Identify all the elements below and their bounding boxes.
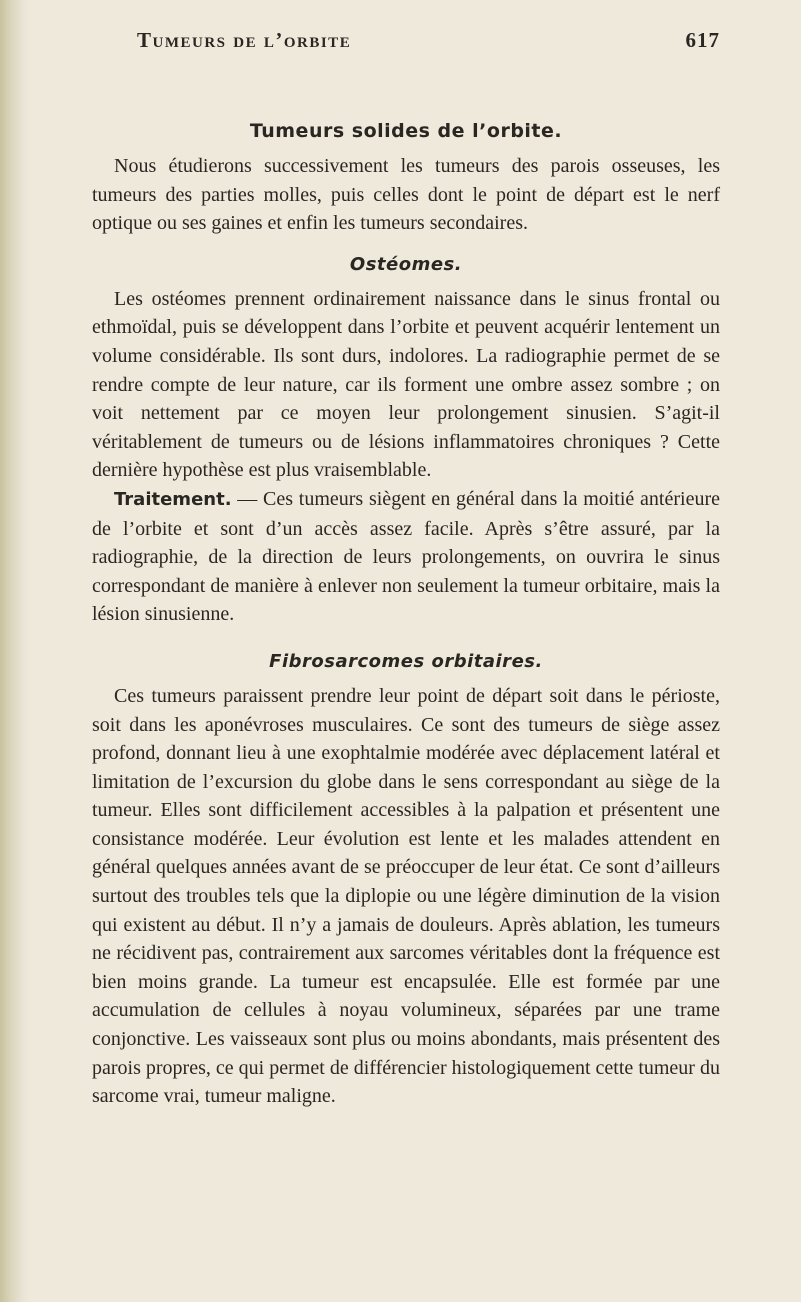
- book-page: [92, 28, 720, 1111]
- intro-paragraph: Nous étudierons successivement les tumeurs des parois osseuses, les tumeurs des parties molles, puis celles dont le point de départ est le nerf optique ou ses gaines et enfin les tumeurs secondaires.: [92, 155, 720, 235]
- page-binding-edge: [0, 0, 30, 1302]
- treatment-paragraph: [92, 485, 720, 629]
- osteomes-heading: Ostéomes.: [349, 253, 463, 275]
- treatment-label: Traitement.: [114, 488, 232, 510]
- fibrosarcomes-paragraph: Ces tumeurs paraissent prendre leur point de départ soit dans le périoste, soit dans les aponévroses musculaires. Ce sont des tumeurs de siège assez profond, donnant lieu à une exophtalmie modérée avec déplacement latéral et limitation de l’excursion du globe dans le sens correspondant au siège de la tumeur. Elles sont difficilement accessibles à la palpation et présentent une consistance modérée. Leur évolution est lente et les malades attendent en général quelques années avant de se préoccuper de leur état. Ce sont d’ailleurs surtout des troubles tels que la diplopie ou une légère diminution de la vision qui existent au début. Il n’y a jamais de douleurs. Après ablation, les tumeurs ne récidivent pas, contrairement aux sarcomes véritables dont la fréquence est bien moins grande. La tumeur est encapsulée. Elle est formée par une accumulation de cellules à noyau volumineux, séparées par une trame conjonctive. Les vaisseaux sont plus ou moins abondants, mais présentent des parois propres, ce qui permet de différencier histologiquement cette tumeur du sarcome vrai, tumeur maligne.: [92, 684, 720, 1108]
- page-number: 617: [685, 28, 720, 52]
- treatment-text: — Ces tumeurs siègent en général dans la moitié antérieure de l’orbite et sont d’un accès assez facile. Après s’être assuré, par la radiographie, de la direction de leurs prolongements, on ouvrira le sinus correspondant de manière à enlever non seulement la tumeur orbitaire, mais la lésion sinusienne.: [92, 487, 720, 626]
- running-title: Tumeurs de l’orbite: [137, 28, 352, 52]
- fibrosarcomes-heading: Fibrosarcomes orbitaires.: [269, 650, 543, 672]
- osteomes-paragraph: Les ostéomes prennent ordinairement naissance dans le sinus frontal ou ethmoïdal, puis se développent dans l’orbite et peuvent acquérir lentement un volume considérable. Ils sont durs, indolores. La radiographie permet de se rendre compte de leur nature, car ils forment une ombre assez sombre ; on voit nettement par ce moyen leur prolongement sinusien. S’agit-il véritablement de tumeurs ou de lésions inflammatoires chroniques ? Cette dernière hypothèse est plus vraisemblable.: [92, 287, 720, 482]
- running-head: [92, 28, 720, 58]
- section-title: Tumeurs solides de l’orbite.: [249, 120, 563, 142]
